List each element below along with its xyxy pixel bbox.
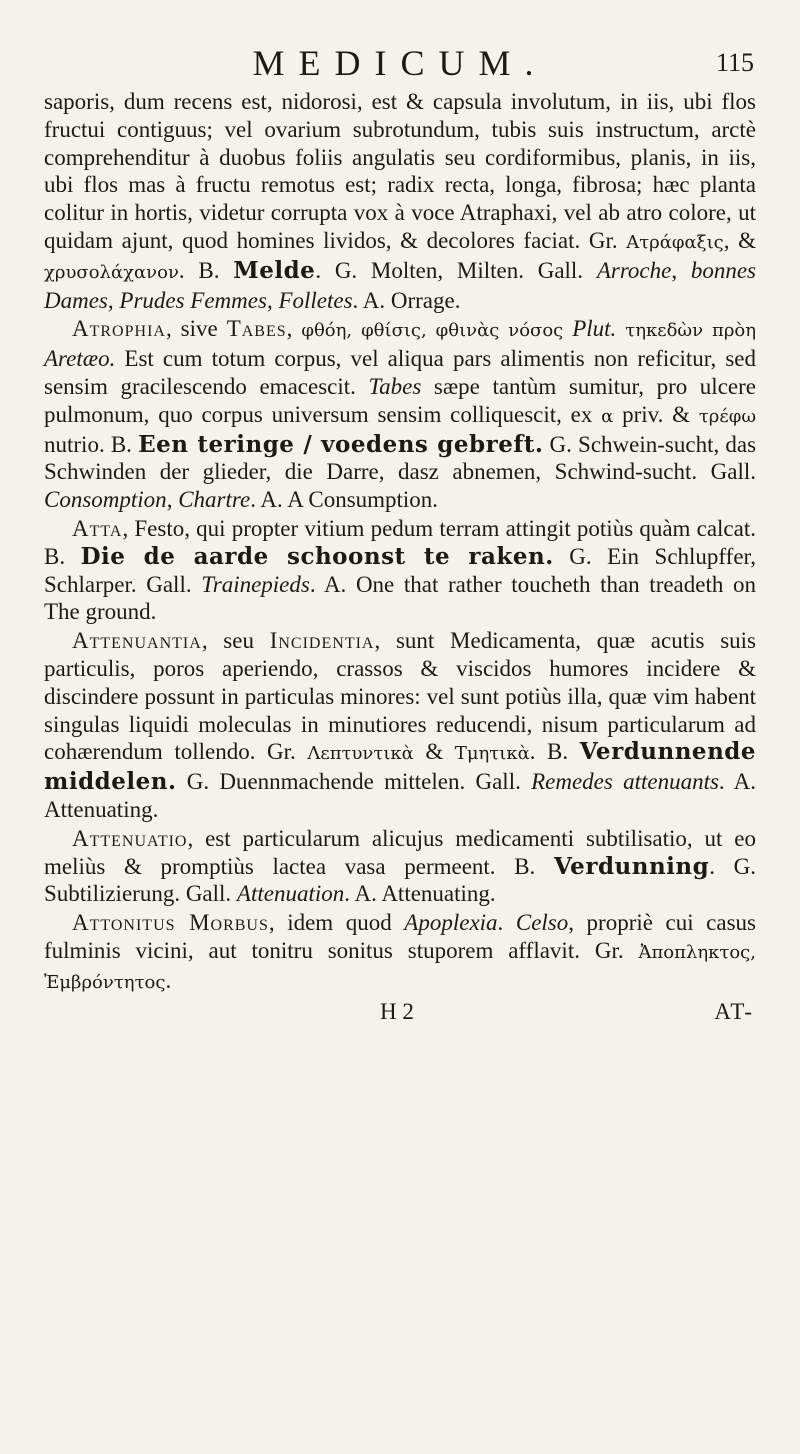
entry-text: G. Duennmachende mittelen. Gall. — [176, 769, 532, 795]
italic-term: Arroche — [596, 257, 672, 283]
headword: Attenuatio — [72, 825, 188, 851]
italic-term: bonnes Dames — [44, 257, 757, 313]
dictionary-entry — [44, 627, 756, 824]
dictionary-entry — [44, 825, 756, 908]
dutch-term: Verdunning — [553, 852, 710, 880]
italic-term: Celso — [515, 910, 569, 936]
italic-term: Aretæo. — [44, 346, 116, 372]
entry-text: . G. Molten, Milten. Gall. — [315, 257, 597, 283]
entry-text: , sive — [165, 316, 227, 342]
signature-mark: H 2 — [380, 998, 414, 1024]
headword: Tabes — [226, 316, 287, 342]
entry-text: , idem quod — [268, 910, 405, 936]
entry-text: , — [107, 287, 120, 313]
entry-text: . A. One that rather toucheth than treadeth on The ground. — [44, 571, 756, 625]
greek-term: τηκεδὼν πρὸη — [625, 320, 757, 342]
entry-text: , — [266, 287, 279, 313]
dictionary-entry — [44, 515, 756, 626]
entry-text: & — [413, 739, 455, 765]
entry-text: saporis, dum recens est, nidorosi, est & capsula involutum, in iis, ubi flos fructui contiguus; vel ovarium subrotundum, tubis suis instructum, arctè comprehenditur à duobus foliis angulatis seu cordiformibus, planis, in iis, ubi flos mas à fructu remotus est; radix recta, longa, fibrosa; hæc planta colitur in hortis, videtur corrupta vox à voce Atraphaxi, vel ab atro colore, ut quidam ajunt, quod homines lividos, & decolores faciat. Gr. — [44, 89, 756, 253]
italic-term: Plut. — [572, 316, 617, 342]
italic-term: Trainepieds — [201, 571, 310, 597]
italic-term: Attenuation — [236, 881, 345, 907]
entry-text: Est cum totum corpus, vel aliqua pars alimentis non reficitur, sed sensim gracilescendo emacescit. — [44, 346, 756, 399]
italic-term: Tabes — [368, 373, 422, 399]
dutch-term: Een teringe / voedens gebreft. — [138, 430, 544, 458]
entry-text: . A. Attenuating. — [44, 769, 756, 822]
italic-term: Apoplexia — [404, 910, 498, 936]
dictionary-entry — [44, 909, 756, 996]
running-head-title: MEDICUM. — [252, 43, 548, 83]
entry-text: nutrio. B. — [44, 431, 139, 457]
headword: Atrophia — [72, 316, 166, 342]
greek-term: χρυσολάχανον — [44, 261, 179, 283]
entry-text: . G. Subtilizierung. Gall. — [44, 853, 756, 907]
entry-text — [563, 316, 572, 341]
entry-text — [616, 316, 625, 341]
dutch-term: Verdunnende middelen. — [44, 738, 757, 796]
entry-text: . A. Orrage. — [352, 287, 461, 313]
entry-text: G. Ein Schlupffer, Schlarper. Gall. — [44, 543, 757, 597]
page-footer — [44, 999, 756, 1029]
dutch-term: Melde — [233, 256, 316, 284]
dutch-term: Die de aarde schoonst te raken. — [80, 542, 554, 570]
greek-term: Λεπτυντικὰ — [307, 743, 414, 765]
continued-entry — [44, 88, 756, 314]
headword: Attenuantia — [72, 628, 202, 654]
headword: Atta — [72, 515, 123, 541]
entry-text: . — [497, 910, 516, 936]
headword: Attonitus Morbus — [72, 910, 269, 936]
headword: Incidentia — [269, 628, 375, 654]
entry-text: sæpe tantùm sumitur, pro ulcere pulmonum, quo corpus universum sensim colliquescit, ex — [44, 373, 756, 427]
entry-text: , est particularum alicujus medicamenti subtilisatio, ut eo meliùs & promptiùs lactea vasa permeent. B. — [44, 825, 756, 879]
entry-text: , — [166, 487, 179, 513]
entry-text: priv. & — [613, 401, 699, 427]
italic-term: Remedes attenuants — [531, 769, 719, 795]
greek-term: τρέφω — [698, 405, 756, 427]
greek-term: Ἀποπληκτος, Ἐμβρόντητος — [44, 941, 756, 993]
catchword: AT- — [714, 998, 754, 1024]
greek-term: Ατράφαξις — [626, 231, 724, 253]
entry-text: , & — [723, 227, 756, 253]
entry-text: . B. — [529, 739, 580, 765]
entry-text: , Festo, qui propter vitium pedum terram attingit potiùs quàm calcat. B. — [44, 515, 756, 569]
dictionary-entry — [44, 315, 756, 514]
entry-text: , seu — [201, 628, 270, 654]
entry-text: . A. A Consumption. — [250, 487, 439, 513]
dictionary-body — [44, 88, 756, 997]
entry-text: , — [671, 257, 691, 283]
entry-text: G. Schwein-sucht, das Schwinden der glieder, die Darre, dasz abnemen, Schwind-sucht. Gall. — [44, 431, 757, 485]
entry-text: , — [286, 316, 302, 342]
greek-term: Τμητικὰ — [454, 743, 530, 765]
entry-text: , sunt Medicamenta, quæ acutis suis particulis, poros aperiendo, crassos & viscidos humores incidere & discindere possunt in particulas minores: vel sunt potiùs illa, quæ vim habent singulas liquidi moleculas in minutiores reducendi, nisum particularum ad cohærendum tollendo. Gr. — [44, 628, 756, 765]
italic-term: Chartre — [178, 487, 251, 513]
italic-term: Consomption — [44, 487, 167, 513]
page-number: 115 — [715, 48, 754, 77]
entry-text: . A. Attenuating. — [344, 881, 496, 907]
italic-term: Folletes — [278, 287, 353, 313]
entry-text: . — [165, 967, 172, 993]
entry-text: , propriè cui casus fulminis vicini, aut tonitru sonitus stuporem afflavit. Gr. — [44, 910, 756, 963]
italic-term: Prudes Femmes — [119, 287, 267, 313]
running-head — [44, 36, 756, 88]
greek-term: φθόη, φθίσις, φθινὰς νόσος — [301, 320, 564, 342]
entry-text: . B. — [178, 257, 234, 283]
greek-term: α — [601, 405, 614, 427]
